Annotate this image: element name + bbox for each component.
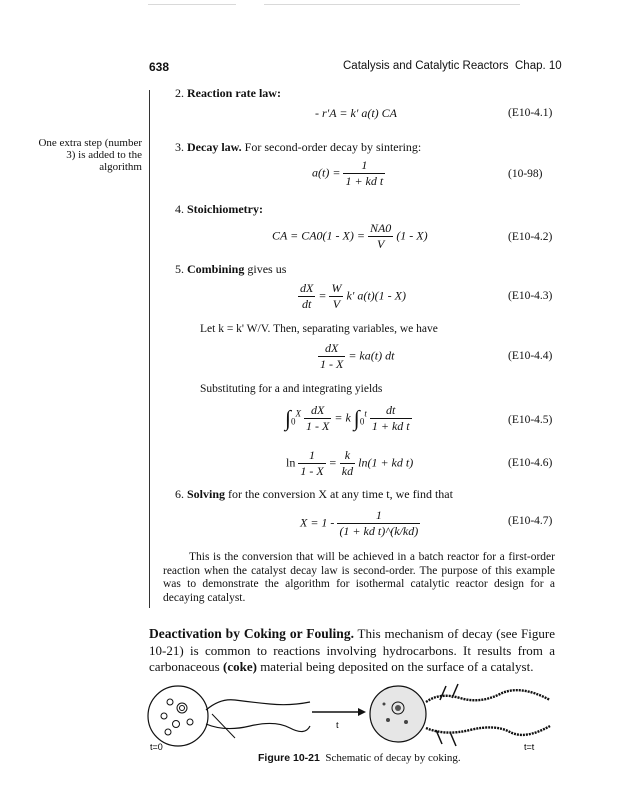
step-stoichiometry: 4. Stoichiometry:: [175, 202, 263, 216]
step-rate-law: 2. Reaction rate law:: [175, 86, 281, 100]
step-combining: 5. Combining gives us: [175, 262, 287, 276]
equation-e10-4-2: CA = CA0(1 - X) = $\frac{NA0}{V}$ (1 - X): [272, 221, 428, 251]
figure-caption: Figure 10-21 Schematic of decay by coking.: [258, 752, 461, 764]
equation-e10-4-7: X = 1 - $\frac{1}{\text{(1 + kd t)\textasciicircum{}(k/kd)}}$: [300, 508, 419, 538]
margin-note: One extra step (number 3) is added to the algorithm: [38, 137, 142, 173]
step-solving: 6. Solving for the conversion X at any time t, we find that: [175, 487, 453, 501]
margin-rule: [149, 90, 150, 608]
equation-label: (10-98): [508, 168, 543, 180]
section-heading: Deactivation by Coking or Fouling.: [149, 626, 354, 641]
figure-coking-schematic: [140, 680, 560, 752]
chapter-label: Chap. 10: [515, 60, 562, 72]
equation-label: (E10-4.7): [508, 515, 553, 527]
label-t1: t=t: [524, 742, 535, 752]
catalyst-pore-circle-t0: [148, 686, 208, 746]
equation-label: (E10-4.5): [508, 414, 553, 426]
equation-e10-4-3: $\frac{dX}{dt}$ = $\frac{W}{V}$ k' a(t)(1 - X): [300, 281, 406, 311]
equation-e10-4-5: $\int_0^X$ $\frac{dX}{1 - X}$ = k $\int_0^t$ $\frac{dt}{\text{1 + kd t}}$: [285, 403, 410, 433]
step-decay-law: 3. Decay law. For second-order decay by sintering:: [175, 140, 422, 154]
let-k-text: Let k = k' W/V. Then, separating variables, we have: [200, 323, 438, 335]
book-title: Catalysis and Catalytic Reactors: [343, 60, 509, 72]
label-arrow-t: t: [336, 720, 339, 731]
equation-10-98: a(t) = $\frac{1}{\text{1 + kd t}}$: [312, 158, 384, 188]
equation-label: (E10-4.2): [508, 231, 553, 243]
equation-label: (E10-4.3): [508, 290, 553, 302]
equation-e10-4-1: - r'A = k' a(t) CA: [315, 106, 397, 120]
equation-e10-4-6: ln $\frac{1}{1 - X}$ = $\frac{k}{kd}$ ln(1 + kd t): [286, 448, 414, 478]
equation-label: (E10-4.6): [508, 457, 553, 469]
equation-e10-4-4: $\frac{dX}{1 - X}$ = ka(t) dt: [320, 341, 395, 371]
equation-label: (E10-4.1): [508, 107, 553, 119]
top-rule-right: [264, 4, 520, 5]
section-coking-paragraph: Deactivation by Coking or Fouling. This mechanism of decay (see Figure 10-21) is common to reactions involving hydrocarbons. It results from a carbonaceous (coke) material being deposited on the surface of a catalyst.: [149, 626, 555, 674]
page-number: 638: [149, 60, 170, 74]
top-rule-left: [148, 4, 236, 5]
label-t0: t=0: [150, 742, 163, 752]
equation-label: (E10-4.4): [508, 350, 553, 362]
substituting-text: Substituting for a and integrating yields: [200, 383, 383, 395]
conclusion-paragraph: This is the conversion that will be achieved in a batch reactor for a first-order reaction when the catalyst decay law is second-order. The purpose of this example was to demonstrate the algorithm for isothermal catalytic reactor design for a decaying catalyst.: [163, 551, 555, 604]
